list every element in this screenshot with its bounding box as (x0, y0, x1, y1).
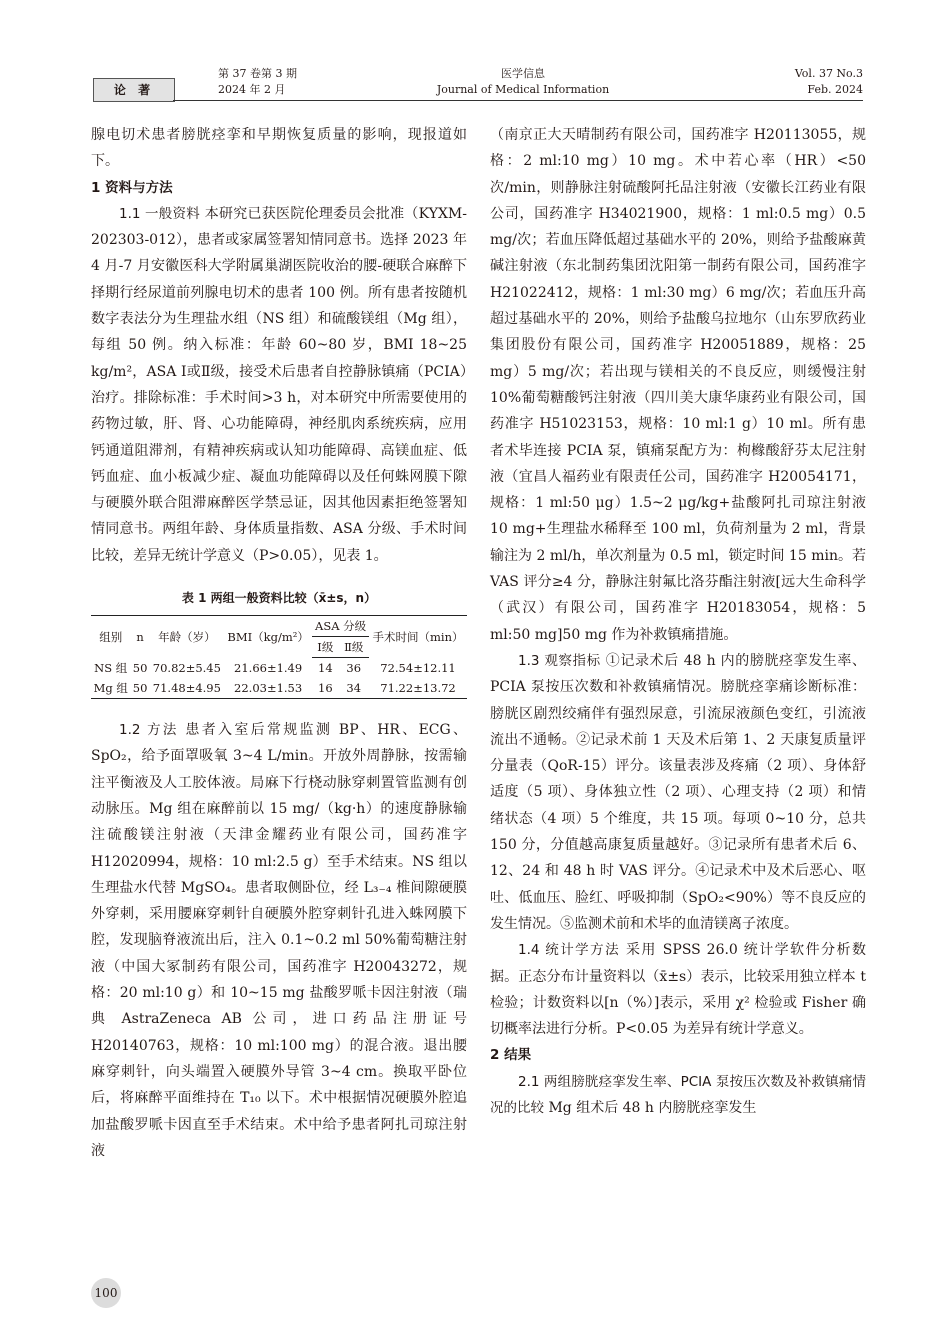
paragraph-statistics: 1.4 统计学方法 采用 SPSS 26.0 统计学软件分析数据。正态分布计量资料以（x̄±s）表示，比较采用独立样本 t 检验；计数资料以[n（%）]表示，采用 χ² 检验或 Fisher 确切概率法进行分析。P<0.05 为差异有统计学意义。 (490, 942, 866, 1038)
th-asa: ASA 分级 (312, 616, 369, 637)
paragraph-intro-end: 腺电切术患者膀胱痉挛和早期恢复质量的影响，现报道如下。 (91, 127, 467, 170)
table-row: Mg 组 50 71.48±4.95 22.03±1.53 16 34 71.22±13.72 (91, 678, 467, 699)
heading-materials-methods: 1 资料与方法 (91, 179, 173, 196)
table-general-data (91, 615, 467, 699)
th-duration: 手术时间（min） (369, 616, 467, 658)
issue-info-en: Vol. 37 No.3 Feb. 2024 (794, 67, 863, 96)
right-column (490, 122, 866, 1121)
paragraph-methods-cont: （南京正大天晴制药有限公司，国药准字 H20113055，规格：2 ml:10 mg）10 mg。术中若心率（HR）<50 次/min，则静脉注射硫酸阿托品注射液（安徽长江药业有限公司，国药准字 H34021900，规格：1 ml:0.5 mg）0.5 mg/次；若血压降低超过基础水平的 20%，则给予盐酸麻黄碱注射液（东北制药集团沈阳第一制药有限公司，国药准字 H21022412，规格：1 ml:30 mg）6 mg/次；若血压升高超过基础水平的 20%，则给予盐酸乌拉地尔（山东罗欣药业集团股份有限公司，国药准字 H20051889，规格：25 mg）5 mg/次；若出现与镁相关的不良反应，则缓慢注射 10%葡萄糖酸钙注射液（四川美大康华康药业有限公司，国药准字 H51023153，规格：10 ml:1 g）10 ml。所有患者术毕连接 PCIA 泵，镇痛泵配方为：枸橼酸舒芬太尼注射液（宜昌人福药业有限责任公司，国药准字 H20054171，规格：1 ml:50 μg）1.5~2 μg/kg+盐酸阿扎司琼注射液 10 mg+生理盐水稀释至 100 ml，负荷剂量为 2 ml，背景输注为 2 ml/h，单次剂量为 0.5 ml，锁定时间 15 min。若 VAS 评分≥4 分，静脉注射氟比洛芬酯注射液[远大生命科学（武汉）有限公司，国药准字 H20183054，规格：5 ml:50 mg]50 mg 作为补救镇痛措施。 (490, 127, 866, 643)
heading-results: 2 结果 (490, 1047, 532, 1064)
header-rule (173, 100, 863, 101)
paragraph-methods: 1.2 方法 患者入室后常规监测 BP、HR、ECG、SpO₂，给予面罩吸氧 3~4 L/min。开放外周静脉，按需输注平衡液及人工胶体液。局麻下行桡动脉穿刺置管监测有创动脉压。Mg 组在麻醉前以 15 mg/（kg·h）的速度静脉输注硫酸镁注射液（天津金耀药业有限公司，国药准字 H12020994，规格：10 ml:2.5 g）至手术结束。NS 组以生理盐水代替 MgSO₄。患者取侧卧位，经 L₃₋₄ 椎间隙硬膜外穿刺，采用腰麻穿刺针自硬膜外腔穿刺针孔进入蛛网膜下腔，发现脑脊液流出后，注入 0.1~0.2 ml 50%葡萄糖注射液（中国大冢制药有限公司，国药准字 H20043272，规格：20 ml:10 g）和 10~15 mg 盐酸罗哌卡因注射液（瑞典 AstraZeneca AB 公司，进口药品注册证号 H20140763，规格：10 ml:100 mg）的混合液。退出腰麻穿刺针，向头端置入硬膜外导管 3~4 cm。换取平卧位后，将麻醉平面维持在 T₁₀ 以下。术中根据情况硬膜外腔追加盐酸罗哌卡因直至手术结束。术中给予患者阿扎司琼注射液 (91, 722, 467, 1159)
table-caption: 表 1 两组一般资料比较（x̄±s，n） (181, 591, 377, 606)
th-asa-1: Ⅰ级 (312, 637, 338, 658)
page-header (93, 66, 863, 102)
th-asa-2: Ⅱ级 (338, 637, 369, 658)
th-group: 组别 (91, 616, 130, 658)
th-age: 年龄（岁） (150, 616, 224, 658)
left-column (91, 122, 467, 1164)
table-row: NS 组 50 70.82±5.45 21.66±1.49 14 36 72.54±12.11 (94, 660, 456, 676)
paragraph-general-data: 1.1 一般资料 本研究已获医院伦理委员会批准（KYXM-202303-012），患者或家属签署知情同意书。选择 2023 年 4 月-7 月安徽医科大学附属巢湖医院收治的腰-硬联合麻醉下择期行经尿道前列腺电切术的患者 100 例。所有患者按随机数字表法分为生理盐水组（NS 组）和硫酸镁组（Mg 组），每组 50 例。纳入标准：年龄 60~80 岁，BMI 18~25 kg/m²，ASA Ⅰ或Ⅱ级，接受术后患者自控静脉镇痛（PCIA）治疗。排除标准：手术时间>3 h，对本研究中所需要使用的药物过敏，肝、肾、心功能障碍，神经肌肉系统疾病，应用钙通道阻滞剂，有精神疾病或认知功能障碍、高镁血症、低钙血症、血小板减少症、凝血功能障碍以及任何蛛网膜下隙与硬膜外联合阻滞麻醉医学禁忌证，因其他因素拒绝签署知情同意书。两组年龄、身体质量指数、ASA 分级、手术时间比较，差异无统计学意义（P>0.05），见表 1。 (91, 205, 468, 564)
journal-title: 医学信息 Journal of Medical Information (436, 67, 610, 96)
th-bmi: BMI（kg/m²） (224, 616, 312, 658)
paragraph-results-2-1: 2.1 两组膀胱痉挛发生率、PCIA 泵按压次数及补救镇痛情况的比较 Mg 组术后 48 h 内膀胱痉挛发生 (490, 1073, 866, 1116)
page-number: 100 (91, 1278, 121, 1308)
issue-info-cn: 第 37 卷第 3 期 2024 年 2 月 (218, 67, 297, 96)
th-n: n (130, 616, 149, 658)
paragraph-observation: 1.3 观察指标 ①记录术后 48 h 内的膀胱痉挛发生率、PCIA 泵按压次数和补救镇痛情况。膀胱痉挛痛诊断标准：膀胱区剧烈绞痛伴有强烈尿意，引流尿液颜色变红，引流液流出不通畅。②记录术前 1 天及术后第 1、2 天康复质量评分量表（QoR-15）评分。该量表涉及疼痛（2 项）、身体舒适度（5 项）、身体独立性（2 项）、心理支持（2 项）和情绪状态（4 项）5 个维度，共 15 项。每项 0~10 分，总共 150 分，分值越高康复质量越好。③记录所有患者术后 6、12、24 和 48 h 时 VAS 评分。④记录术中及术后恶心、呕吐、低血压、脸红、呼吸抑制（SpO₂<90%）等不良反应的发生情况。⑤监测术前和术毕的血清镁离子浓度。 (490, 652, 866, 932)
section-tag: 论 著 (93, 78, 175, 102)
